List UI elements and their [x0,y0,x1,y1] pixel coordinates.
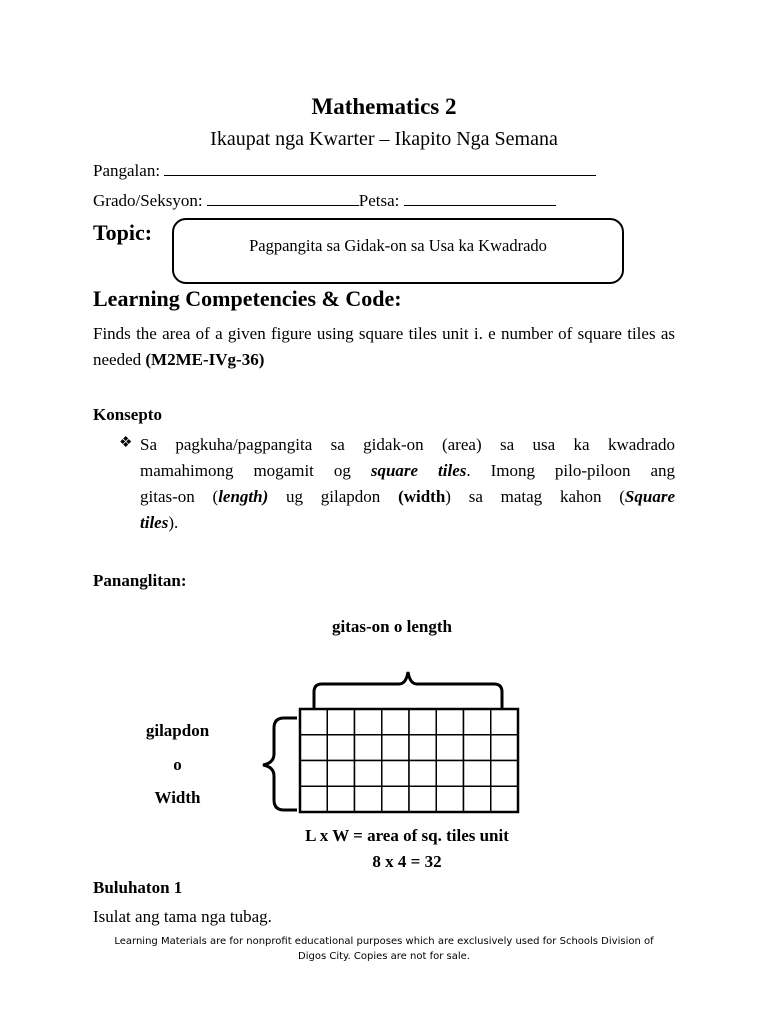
square-tile [300,735,327,761]
square-tile [409,735,436,761]
square-tile [436,735,463,761]
date-blank[interactable] [404,190,556,206]
competency-code: (M2ME-IVg-36) [145,350,265,369]
square-tile [491,786,518,812]
name-label: Pangalan: [93,161,161,180]
competencies-heading: Learning Competencies & Code: [93,286,402,311]
date-label: Petsa: [358,191,400,210]
square-tile [464,786,491,812]
square-tile [355,761,382,787]
square-tile [382,786,409,812]
name-blank[interactable] [164,160,596,176]
length-brace [314,672,502,708]
square-tile [409,709,436,735]
footer-line-1: Learning Materials are for nonprofit educational purposes which are exclusively used for Schools Division of [114,936,654,947]
name-field-row [93,160,596,181]
square-tile [491,709,518,735]
square-tile [409,786,436,812]
square-tile [382,735,409,761]
square-tile [355,735,382,761]
square-tile [327,735,354,761]
square-tile [327,709,354,735]
square-tile [436,786,463,812]
square-tile [464,709,491,735]
konsepto-heading: Konsepto [93,405,162,424]
formula-example: 8 x 4 = 32 [372,852,442,871]
square-tile [300,709,327,735]
square-tile [327,786,354,812]
konsepto-line-4: tiles). [140,513,179,532]
konsepto-line-1: Sa pagkuha/pagpangita sa gidak-on (area) sa usa ka kwadrado [140,435,675,454]
length-label: gitas-on o length [332,617,452,636]
footer-note [90,934,678,964]
konsepto-line-3: gitas-on (length) ug gilapdon (width) sa matag kahon (Square [140,487,675,506]
square-tile [464,761,491,787]
square-tile [491,735,518,761]
width-brace [263,718,297,810]
konsepto-line-2: mamahimong mogamit og square tiles. Imong pilo-piloon ang [140,461,675,480]
square-tile [409,761,436,787]
activity-instruction: Isulat ang tama nga tubag. [93,907,272,926]
square-tile [300,786,327,812]
square-tile [436,761,463,787]
page-subtitle: Ikaupat nga Kwarter – Ikapito Nga Semana [210,128,558,150]
footer-line-2: Digos City. Copies are not for sale. [298,951,470,962]
competencies-text [93,321,675,373]
example-heading: Pananglitan: [93,571,187,590]
square-tile [436,709,463,735]
width-label-3: Width [154,788,201,807]
competencies-description: Finds the area of a given figure using square tiles unit i. e number of square tiles as needed [93,324,675,369]
width-label-2: o [173,755,182,774]
square-tile [355,786,382,812]
topic-label: Topic: [93,220,153,245]
square-tile [300,761,327,787]
square-tile [382,761,409,787]
formula-general: L x W = area of sq. tiles unit [305,826,509,845]
diamond-bullet-icon: ❖ [119,435,133,451]
grade-label: Grado/Seksyon: [93,191,203,210]
konsepto-text [140,432,675,536]
square-tile [382,709,409,735]
tile-grid [300,709,518,812]
activity-heading: Buluhaton 1 [93,878,183,897]
grade-blank[interactable] [207,190,359,206]
width-label-1: gilapdon [145,721,210,740]
grade-field-row [93,190,556,211]
square-tile [327,761,354,787]
square-tile [355,709,382,735]
square-tile [464,735,491,761]
square-tile [491,761,518,787]
tile-diagram [0,655,768,820]
topic-text: Pagpangita sa Gidak-on sa Usa ka Kwadrado [249,236,547,255]
page-title: Mathematics 2 [311,94,457,119]
